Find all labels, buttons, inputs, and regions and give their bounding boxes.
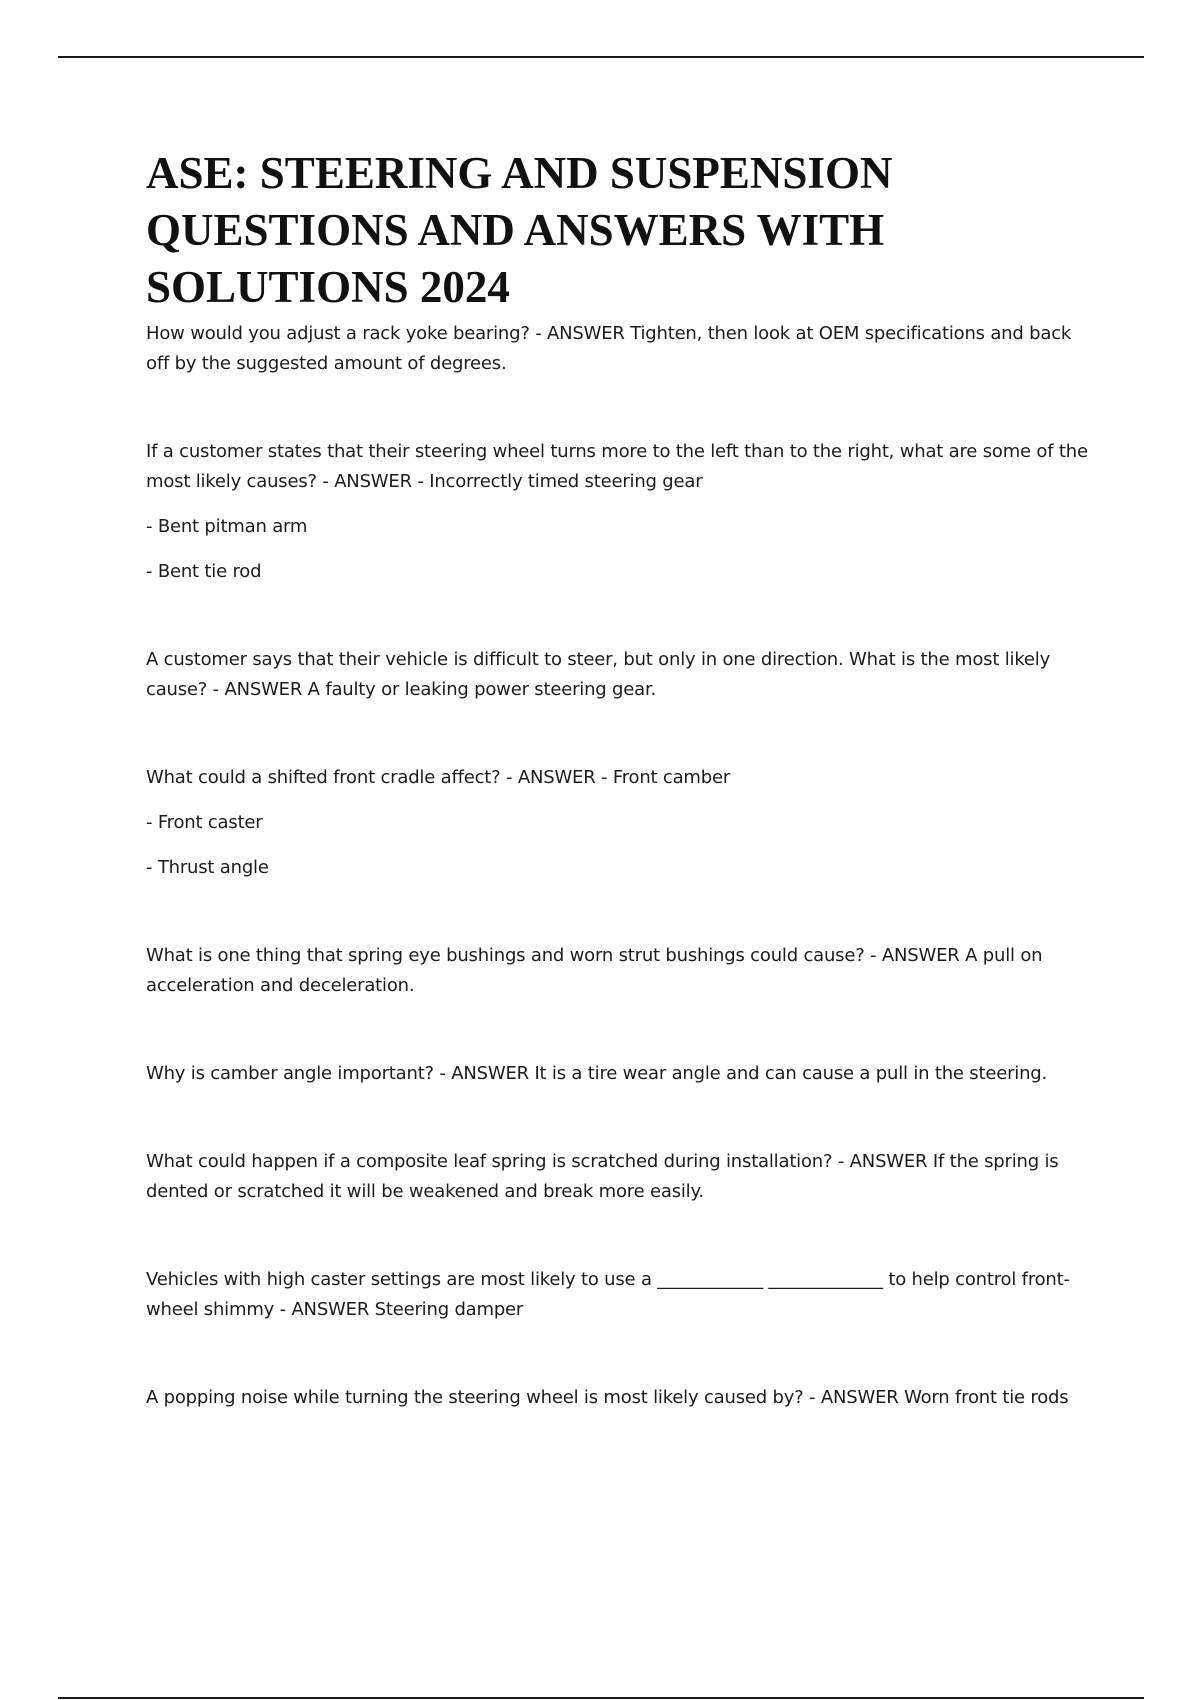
top-rule <box>58 56 1144 58</box>
qa-item-7 <box>146 1147 1096 1207</box>
qa-bullet: - Bent pitman arm <box>146 516 308 537</box>
title-line-2: QUESTIONS AND ANSWERS WITH <box>146 205 885 255</box>
qa-item-8 <box>146 1265 1096 1325</box>
qa-text: How would you adjust a rack yoke bearing? - ANSWER Tighten, then look at OEM specifications and back off by the suggested amount of degrees. <box>146 323 1072 374</box>
bottom-rule <box>58 1697 1144 1699</box>
qa-text: Vehicles with high caster settings are most likely to use a ____________ _____________ to help control front-wheel shimmy - ANSWER Steering damper <box>146 1269 1070 1320</box>
qa-text: What could happen if a composite leaf spring is scratched during installation? - ANSWER If the spring is dented or scratched it will be weakened and break more easily. <box>146 1151 1059 1202</box>
qa-item-5 <box>146 941 1096 1001</box>
document-body <box>146 145 1096 1413</box>
qa-bullet: - Thrust angle <box>146 857 269 878</box>
qa-item-1 <box>146 319 1096 379</box>
qa-item-3 <box>146 645 1096 705</box>
title-line-1: ASE: STEERING AND SUSPENSION <box>146 148 893 198</box>
document-title <box>146 145 1096 316</box>
qa-item-6 <box>146 1059 1096 1089</box>
qa-item-9 <box>146 1383 1096 1413</box>
qa-text: If a customer states that their steering wheel turns more to the left than to the right, what are some of the most likely causes? - ANSWER - Incorrectly timed steering gear <box>146 441 1088 492</box>
title-line-3: SOLUTIONS 2024 <box>146 262 510 312</box>
qa-item-2 <box>146 437 1096 587</box>
qa-text: What could a shifted front cradle affect? - ANSWER - Front camber <box>146 767 731 788</box>
qa-bullet: - Front caster <box>146 812 263 833</box>
qa-item-4 <box>146 763 1096 883</box>
qa-text: A customer says that their vehicle is difficult to steer, but only in one direction. What is the most likely cause? - ANSWER A faulty or leaking power steering gear. <box>146 649 1051 700</box>
qa-bullet: - Bent tie rod <box>146 561 262 582</box>
qa-text: Why is camber angle important? - ANSWER It is a tire wear angle and can cause a pull in the steering. <box>146 1063 1048 1084</box>
qa-text: A popping noise while turning the steering wheel is most likely caused by? - ANSWER Worn front tie rods <box>146 1387 1069 1408</box>
qa-text: What is one thing that spring eye bushings and worn strut bushings could cause? - ANSWER A pull on acceleration and deceleration. <box>146 945 1043 996</box>
